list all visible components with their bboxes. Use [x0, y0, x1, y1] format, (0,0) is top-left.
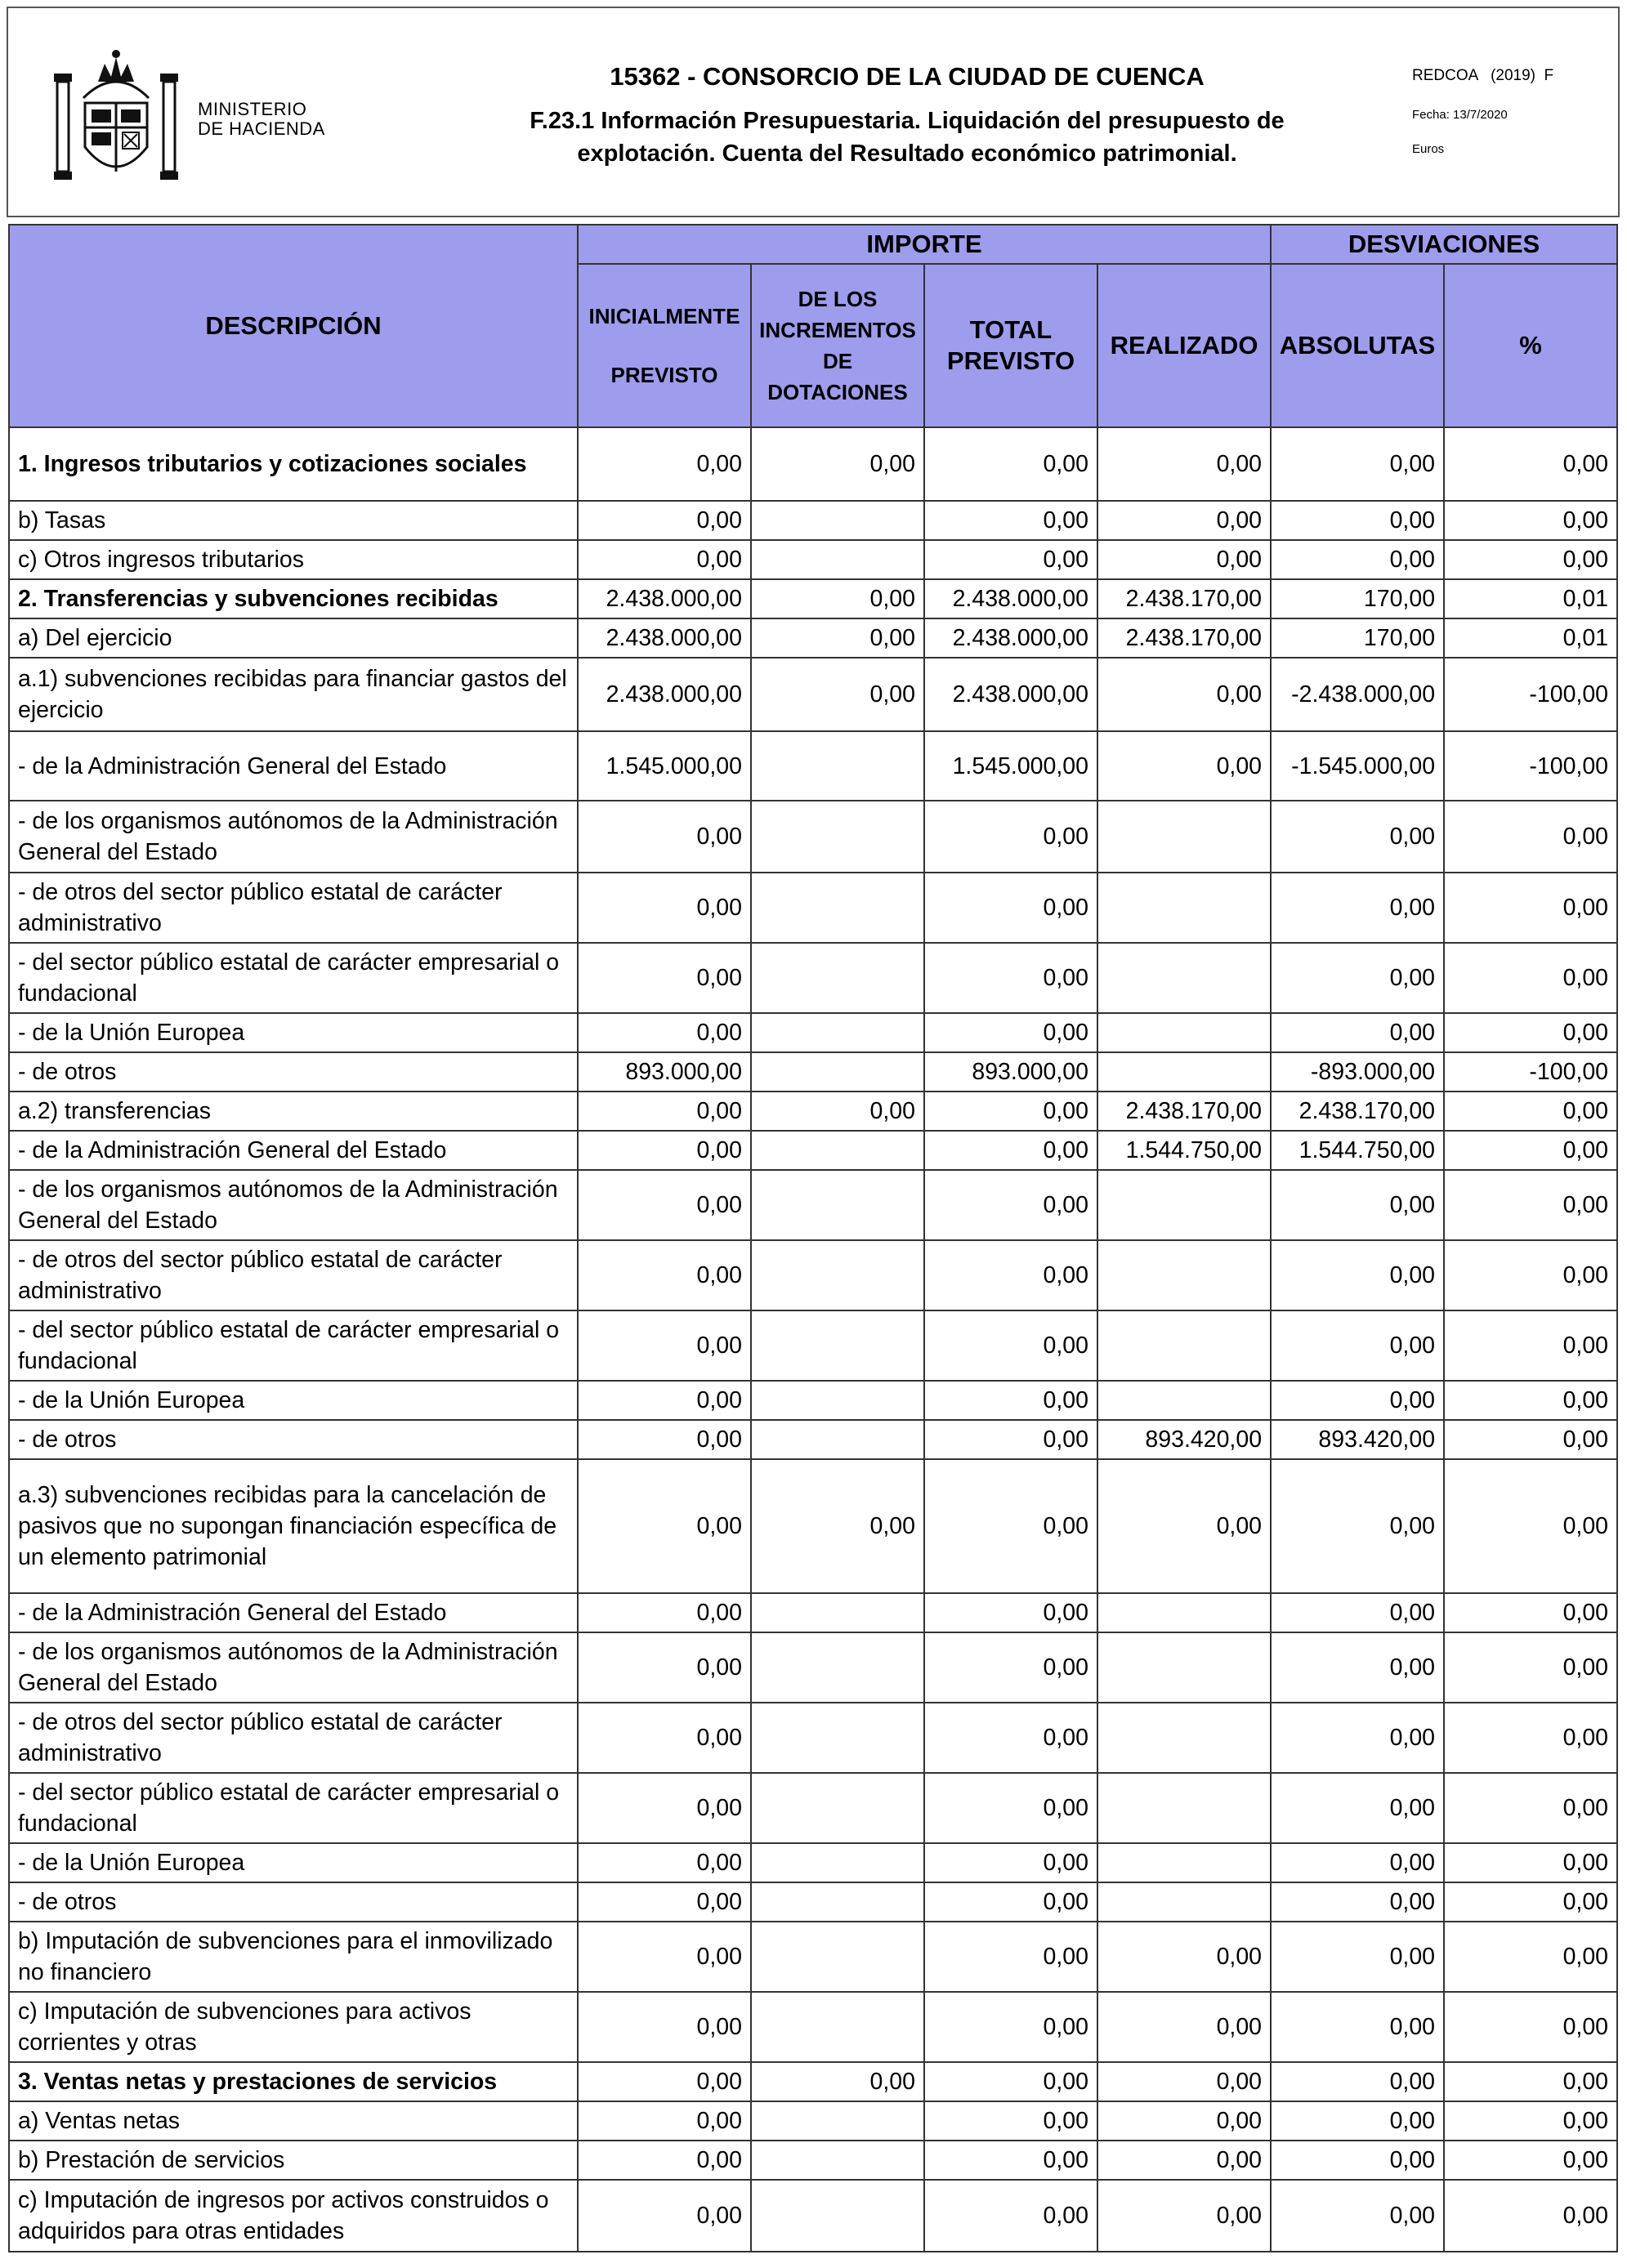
cell-realizado: 0,00 [1097, 731, 1271, 801]
table-row [9, 618, 1617, 658]
cell-incrementos-dotaciones [751, 1773, 924, 1843]
cell-inicialmente-previsto: 0,00 [578, 1131, 751, 1170]
cell-desviacion-porcentaje: 0,00 [1444, 1773, 1617, 1843]
cell-total-previsto: 0,00 [924, 1131, 1097, 1170]
cell-desviacion-porcentaje: 0,00 [1444, 943, 1617, 1013]
cell-total-previsto: 0,00 [924, 1381, 1097, 1420]
cell-incrementos-dotaciones [751, 1882, 924, 1922]
table-row [9, 943, 1617, 1013]
cell-incrementos-dotaciones: 0,00 [751, 1092, 924, 1131]
cell-desviacion-porcentaje: 0,00 [1444, 1013, 1617, 1052]
cell-descripcion: - del sector público estatal de carácter empresarial o fundacional [9, 1310, 578, 1381]
cell-total-previsto: 0,00 [924, 1843, 1097, 1882]
cell-incrementos-dotaciones [751, 1632, 924, 1703]
cell-descripcion: a) Ventas netas [9, 2101, 578, 2141]
cell-incrementos-dotaciones [751, 1703, 924, 1773]
cell-inicialmente-previsto: 0,00 [578, 1632, 751, 1703]
cell-desviacion-absoluta: 0,00 [1271, 873, 1444, 943]
cell-inicialmente-previsto: 2.438.000,00 [578, 658, 751, 731]
cell-desviacion-porcentaje: 0,00 [1444, 540, 1617, 579]
table-row [9, 1092, 1617, 1131]
cell-inicialmente-previsto: 0,00 [578, 1013, 751, 1052]
cell-realizado: 0,00 [1097, 1459, 1271, 1593]
cell-total-previsto: 0,00 [924, 2101, 1097, 2141]
cell-desviacion-absoluta: 1.544.750,00 [1271, 1131, 1444, 1170]
table-row [9, 1992, 1617, 2062]
cell-desviacion-porcentaje: 0,00 [1444, 1092, 1617, 1131]
cell-realizado [1097, 1882, 1271, 1922]
header-text: DE [822, 349, 853, 373]
cell-inicialmente-previsto: 0,00 [578, 1703, 751, 1773]
table-row [9, 1170, 1617, 1240]
cell-descripcion: c) Otros ingresos tributarios [9, 540, 578, 579]
cell-total-previsto: 2.438.000,00 [924, 658, 1097, 731]
cell-inicialmente-previsto: 0,00 [578, 501, 751, 540]
cell-descripcion: a.1) subvenciones recibidas para financiar gastos del ejercicio [9, 658, 578, 731]
cell-desviacion-absoluta: -2.438.000,00 [1271, 658, 1444, 731]
cell-desviacion-porcentaje: 0,01 [1444, 618, 1617, 658]
cell-desviacion-porcentaje: 0,00 [1444, 501, 1617, 540]
cell-desviacion-porcentaje: 0,01 [1444, 579, 1617, 618]
cell-total-previsto: 0,00 [924, 873, 1097, 943]
table-row [9, 427, 1617, 501]
table-row [9, 1882, 1617, 1922]
cell-total-previsto: 893.000,00 [924, 1052, 1097, 1092]
subtitle-line-1: F.23.1 Información Presupuestaria. Liquidación del presupuesto de [530, 108, 1285, 134]
table-row [9, 1131, 1617, 1170]
cell-desviacion-absoluta: 0,00 [1271, 1381, 1444, 1420]
cell-desviacion-porcentaje: 0,00 [1444, 2062, 1617, 2101]
cell-inicialmente-previsto: 0,00 [578, 540, 751, 579]
cell-incrementos-dotaciones [751, 873, 924, 943]
cell-realizado [1097, 1703, 1271, 1773]
cell-desviacion-porcentaje: 0,00 [1444, 1882, 1617, 1922]
cell-incrementos-dotaciones [751, 1170, 924, 1240]
cell-desviacion-porcentaje: 0,00 [1444, 1131, 1617, 1170]
cell-desviacion-porcentaje: 0,00 [1444, 1381, 1617, 1420]
cell-desviacion-porcentaje: 0,00 [1444, 2101, 1617, 2141]
cell-realizado [1097, 1052, 1271, 1092]
cell-inicialmente-previsto: 0,00 [578, 1170, 751, 1240]
cell-desviacion-absoluta: 893.420,00 [1271, 1420, 1444, 1459]
header-text: INICIALMENTE [588, 304, 740, 328]
subtitle-line-2: explotación. Cuenta del Resultado económico patrimonial. [577, 141, 1237, 167]
cell-desviacion-absoluta: 0,00 [1271, 1013, 1444, 1052]
table-row [9, 2141, 1617, 2180]
cell-descripcion: - de la Administración General del Estado [9, 731, 578, 801]
cell-incrementos-dotaciones: 0,00 [751, 579, 924, 618]
table-row [9, 1773, 1617, 1843]
cell-incrementos-dotaciones [751, 1843, 924, 1882]
cell-desviacion-porcentaje: -100,00 [1444, 1052, 1617, 1092]
cell-descripcion: - del sector público estatal de carácter empresarial o fundacional [9, 1773, 578, 1843]
cell-inicialmente-previsto: 0,00 [578, 1882, 751, 1922]
table-row [9, 1240, 1617, 1310]
group-header-importe: IMPORTE [578, 225, 1271, 264]
cell-incrementos-dotaciones [751, 1992, 924, 2062]
cell-total-previsto: 0,00 [924, 1922, 1097, 1992]
cell-total-previsto: 0,00 [924, 2141, 1097, 2180]
table-body [9, 427, 1617, 2252]
cell-total-previsto: 0,00 [924, 1703, 1097, 1773]
report-subtitle [449, 105, 1365, 170]
cell-desviacion-absoluta: 170,00 [1271, 579, 1444, 618]
cell-incrementos-dotaciones: 0,00 [751, 427, 924, 501]
cell-descripcion: - de otros [9, 1882, 578, 1922]
cell-desviacion-absoluta: 0,00 [1271, 1170, 1444, 1240]
cell-desviacion-absoluta: 170,00 [1271, 618, 1444, 658]
cell-desviacion-absoluta: -1.545.000,00 [1271, 731, 1444, 801]
cell-descripcion: - de otros [9, 1420, 578, 1459]
cell-realizado [1097, 1240, 1271, 1310]
column-header-incrementos-dotaciones [751, 264, 924, 427]
cell-realizado [1097, 1013, 1271, 1052]
table-row [9, 1632, 1617, 1703]
cell-desviacion-porcentaje: 0,00 [1444, 1310, 1617, 1381]
cell-realizado: 2.438.170,00 [1097, 1092, 1271, 1131]
cell-incrementos-dotaciones: 0,00 [751, 658, 924, 731]
cell-desviacion-absoluta: 0,00 [1271, 2180, 1444, 2252]
cell-descripcion: - de los organismos autónomos de la Administración General del Estado [9, 1170, 578, 1240]
cell-incrementos-dotaciones [751, 1922, 924, 1992]
cell-desviacion-absoluta: 0,00 [1271, 1773, 1444, 1843]
cell-incrementos-dotaciones: 0,00 [751, 2062, 924, 2101]
cell-descripcion: - de la Unión Europea [9, 1381, 578, 1420]
cell-total-previsto: 0,00 [924, 1013, 1097, 1052]
cell-inicialmente-previsto: 0,00 [578, 1310, 751, 1381]
cell-incrementos-dotaciones: 0,00 [751, 618, 924, 658]
cell-desviacion-porcentaje: 0,00 [1444, 1632, 1617, 1703]
cell-total-previsto: 0,00 [924, 1773, 1097, 1843]
cell-desviacion-absoluta: 0,00 [1271, 540, 1444, 579]
cell-descripcion: b) Tasas [9, 501, 578, 540]
cell-total-previsto: 0,00 [924, 2062, 1097, 2101]
cell-incrementos-dotaciones [751, 1052, 924, 1092]
cell-realizado [1097, 1310, 1271, 1381]
cell-realizado [1097, 1773, 1271, 1843]
cell-realizado: 0,00 [1097, 540, 1271, 579]
cell-inicialmente-previsto: 0,00 [578, 1843, 751, 1882]
cell-realizado: 0,00 [1097, 427, 1271, 501]
table-row [9, 801, 1617, 873]
cell-inicialmente-previsto: 0,00 [578, 427, 751, 501]
cell-realizado: 0,00 [1097, 2062, 1271, 2101]
cell-total-previsto: 0,00 [924, 427, 1097, 501]
table-row [9, 1013, 1617, 1052]
table-row [9, 1310, 1617, 1381]
table-row [9, 1922, 1617, 1992]
table-row [9, 1593, 1617, 1632]
cell-descripcion: 3. Ventas netas y prestaciones de servicios [9, 2062, 578, 2101]
cell-incrementos-dotaciones [751, 501, 924, 540]
cell-desviacion-absoluta: 0,00 [1271, 1459, 1444, 1593]
cell-total-previsto: 0,00 [924, 1310, 1097, 1381]
cell-realizado: 0,00 [1097, 2141, 1271, 2180]
cell-desviacion-absoluta: 0,00 [1271, 1703, 1444, 1773]
cell-realizado: 0,00 [1097, 658, 1271, 731]
table-row [9, 1843, 1617, 1882]
cell-realizado [1097, 1170, 1271, 1240]
report-code: REDCOA (2019) F [1412, 67, 1554, 84]
cell-descripcion: - de los organismos autónomos de la Administración General del Estado [9, 1632, 578, 1703]
cell-desviacion-absoluta: 0,00 [1271, 2101, 1444, 2141]
column-header-total-previsto [924, 264, 1097, 427]
header-text: PREVISTO [610, 363, 718, 387]
cell-realizado: 1.544.750,00 [1097, 1131, 1271, 1170]
cell-incrementos-dotaciones [751, 1381, 924, 1420]
cell-descripcion: a.3) subvenciones recibidas para la cancelación de pasivos que no supongan financiación específica de un elemento patrimonial [9, 1459, 578, 1593]
table-row [9, 2180, 1617, 2252]
cell-inicialmente-previsto: 2.438.000,00 [578, 618, 751, 658]
cell-incrementos-dotaciones [751, 2101, 924, 2141]
cell-desviacion-absoluta: 0,00 [1271, 1922, 1444, 1992]
cell-inicialmente-previsto: 0,00 [578, 2180, 751, 2252]
cell-desviacion-absoluta: 0,00 [1271, 427, 1444, 501]
cell-descripcion: c) Imputación de ingresos por activos construidos o adquiridos para otras entidades [9, 2180, 578, 2252]
cell-realizado: 0,00 [1097, 2180, 1271, 2252]
cell-descripcion: - de la Unión Europea [9, 1013, 578, 1052]
table-row [9, 1420, 1617, 1459]
cell-desviacion-porcentaje: 0,00 [1444, 1420, 1617, 1459]
cell-inicialmente-previsto: 0,00 [578, 1922, 751, 1992]
ministry-line-1: MINISTERIO [198, 99, 307, 119]
cell-inicialmente-previsto: 0,00 [578, 1992, 751, 2062]
table-row [9, 2062, 1617, 2101]
cell-inicialmente-previsto: 0,00 [578, 801, 751, 873]
cell-total-previsto: 0,00 [924, 1092, 1097, 1131]
cell-descripcion: - de otros del sector público estatal de carácter administrativo [9, 873, 578, 943]
cell-descripcion: - del sector público estatal de carácter empresarial o fundacional [9, 943, 578, 1013]
cell-inicialmente-previsto: 0,00 [578, 1381, 751, 1420]
report-header [7, 7, 1620, 217]
cell-realizado: 2.438.170,00 [1097, 579, 1271, 618]
cell-total-previsto: 2.438.000,00 [924, 618, 1097, 658]
cell-descripcion: - de los organismos autónomos de la Administración General del Estado [9, 801, 578, 873]
table-row [9, 1703, 1617, 1773]
cell-realizado [1097, 1843, 1271, 1882]
cell-realizado [1097, 801, 1271, 873]
cell-realizado: 0,00 [1097, 1992, 1271, 2062]
cell-desviacion-absoluta: 0,00 [1271, 1992, 1444, 2062]
table-row [9, 873, 1617, 943]
table-row [9, 1381, 1617, 1420]
cell-desviacion-absoluta: 0,00 [1271, 1593, 1444, 1632]
cell-descripcion: c) Imputación de subvenciones para activos corrientes y otras [9, 1992, 578, 2062]
cell-realizado [1097, 1381, 1271, 1420]
cell-incrementos-dotaciones [751, 1420, 924, 1459]
cell-desviacion-absoluta: 0,00 [1271, 1310, 1444, 1381]
cell-descripcion: b) Imputación de subvenciones para el inmovilizado no financiero [9, 1922, 578, 1992]
cell-descripcion: - de otros del sector público estatal de carácter administrativo [9, 1240, 578, 1310]
table-row [9, 579, 1617, 618]
cell-realizado [1097, 873, 1271, 943]
table-row [9, 1459, 1617, 1593]
cell-desviacion-absoluta: 0,00 [1271, 1843, 1444, 1882]
column-header-inicialmente-previsto [578, 264, 751, 427]
cell-desviacion-absoluta: 0,00 [1271, 2062, 1444, 2101]
cell-total-previsto: 0,00 [924, 1992, 1097, 2062]
cell-descripcion: - de otros del sector público estatal de carácter administrativo [9, 1703, 578, 1773]
cell-inicialmente-previsto: 2.438.000,00 [578, 579, 751, 618]
ministry-name [198, 100, 325, 139]
cell-incrementos-dotaciones [751, 1240, 924, 1310]
cell-inicialmente-previsto: 0,00 [578, 2101, 751, 2141]
cell-total-previsto: 0,00 [924, 1240, 1097, 1310]
cell-total-previsto: 0,00 [924, 540, 1097, 579]
cell-inicialmente-previsto: 0,00 [578, 1420, 751, 1459]
cell-descripcion: 2. Transferencias y subvenciones recibidas [9, 579, 578, 618]
header-text: DOTACIONES [767, 380, 908, 404]
cell-desviacion-absoluta: 0,00 [1271, 2141, 1444, 2180]
table-row [9, 1052, 1617, 1092]
cell-incrementos-dotaciones [751, 731, 924, 801]
table-row [9, 501, 1617, 540]
cell-descripcion: - de la Administración General del Estado [9, 1593, 578, 1632]
cell-realizado: 0,00 [1097, 501, 1271, 540]
cell-desviacion-porcentaje: 0,00 [1444, 427, 1617, 501]
cell-inicialmente-previsto: 0,00 [578, 873, 751, 943]
header-text: DE LOS [798, 287, 878, 311]
cell-total-previsto: 0,00 [924, 501, 1097, 540]
cell-desviacion-porcentaje: 0,00 [1444, 801, 1617, 873]
cell-total-previsto: 0,00 [924, 1420, 1097, 1459]
cell-realizado [1097, 943, 1271, 1013]
cell-desviacion-porcentaje: 0,00 [1444, 1170, 1617, 1240]
cell-desviacion-porcentaje: 0,00 [1444, 1459, 1617, 1593]
cell-descripcion: a) Del ejercicio [9, 618, 578, 658]
table-row [9, 2101, 1617, 2141]
cell-desviacion-absoluta: 0,00 [1271, 801, 1444, 873]
cell-total-previsto: 0,00 [924, 2180, 1097, 2252]
group-header-desviaciones: DESVIACIONES [1271, 225, 1617, 264]
cell-inicialmente-previsto: 0,00 [578, 2062, 751, 2101]
cell-desviacion-porcentaje: 0,00 [1444, 1992, 1617, 2062]
cell-realizado: 2.438.170,00 [1097, 618, 1271, 658]
coat-of-arms-logo [51, 49, 181, 186]
header-text: TOTAL [969, 315, 1053, 344]
cell-inicialmente-previsto: 0,00 [578, 1459, 751, 1593]
cell-inicialmente-previsto: 1.545.000,00 [578, 731, 751, 801]
cell-descripcion: a.2) transferencias [9, 1092, 578, 1131]
cell-realizado [1097, 1632, 1271, 1703]
cell-inicialmente-previsto: 0,00 [578, 2141, 751, 2180]
column-header-porcentaje: % [1444, 264, 1617, 427]
cell-total-previsto: 0,00 [924, 943, 1097, 1013]
cell-desviacion-porcentaje: 0,00 [1444, 2180, 1617, 2252]
table-row [9, 731, 1617, 801]
cell-total-previsto: 0,00 [924, 1593, 1097, 1632]
cell-total-previsto: 2.438.000,00 [924, 579, 1097, 618]
cell-desviacion-absoluta: 0,00 [1271, 1240, 1444, 1310]
column-header-descripcion: DESCRIPCIÓN [9, 225, 578, 427]
cell-incrementos-dotaciones [751, 1310, 924, 1381]
cell-descripcion: b) Prestación de servicios [9, 2141, 578, 2180]
cell-desviacion-porcentaje: 0,00 [1444, 1593, 1617, 1632]
cell-desviacion-porcentaje: 0,00 [1444, 1703, 1617, 1773]
header-text: INCREMENTOS [759, 318, 916, 342]
cell-realizado [1097, 1593, 1271, 1632]
report-date: Fecha: 13/7/2020 [1412, 108, 1508, 122]
column-header-absolutas: ABSOLUTAS [1271, 264, 1444, 427]
cell-inicialmente-previsto: 893.000,00 [578, 1052, 751, 1092]
cell-desviacion-absoluta: 0,00 [1271, 1882, 1444, 1922]
cell-inicialmente-previsto: 0,00 [578, 1240, 751, 1310]
cell-incrementos-dotaciones [751, 1013, 924, 1052]
table-header [9, 225, 1617, 427]
currency-label: Euros [1412, 142, 1445, 156]
cell-realizado: 0,00 [1097, 2101, 1271, 2141]
cell-inicialmente-previsto: 0,00 [578, 1593, 751, 1632]
cell-incrementos-dotaciones: 0,00 [751, 1459, 924, 1593]
cell-realizado: 0,00 [1097, 1922, 1271, 1992]
header-text: PREVISTO [946, 346, 1075, 375]
cell-desviacion-absoluta: 0,00 [1271, 943, 1444, 1013]
cell-incrementos-dotaciones [751, 801, 924, 873]
cell-descripcion: - de la Unión Europea [9, 1843, 578, 1882]
cell-total-previsto: 1.545.000,00 [924, 731, 1097, 801]
cell-inicialmente-previsto: 0,00 [578, 1092, 751, 1131]
cell-incrementos-dotaciones [751, 540, 924, 579]
cell-total-previsto: 0,00 [924, 1459, 1097, 1593]
cell-descripcion: - de otros [9, 1052, 578, 1092]
cell-descripcion: 1. Ingresos tributarios y cotizaciones sociales [9, 427, 578, 501]
column-header-realizado: REALIZADO [1097, 264, 1271, 427]
cell-total-previsto: 0,00 [924, 1632, 1097, 1703]
cell-desviacion-porcentaje: 0,00 [1444, 873, 1617, 943]
cell-desviacion-absoluta: 0,00 [1271, 1632, 1444, 1703]
cell-incrementos-dotaciones [751, 2180, 924, 2252]
cell-total-previsto: 0,00 [924, 801, 1097, 873]
report-title: 15362 - CONSORCIO DE LA CIUDAD DE CUENCA [610, 62, 1205, 91]
cell-inicialmente-previsto: 0,00 [578, 1773, 751, 1843]
table-row [9, 540, 1617, 579]
budget-table [8, 224, 1618, 2252]
cell-desviacion-porcentaje: 0,00 [1444, 1843, 1617, 1882]
cell-desviacion-porcentaje: -100,00 [1444, 731, 1617, 801]
cell-desviacion-porcentaje: 0,00 [1444, 1922, 1617, 1992]
cell-incrementos-dotaciones [751, 1593, 924, 1632]
cell-desviacion-porcentaje: 0,00 [1444, 1240, 1617, 1310]
cell-incrementos-dotaciones [751, 943, 924, 1013]
cell-total-previsto: 0,00 [924, 1882, 1097, 1922]
cell-realizado: 893.420,00 [1097, 1420, 1271, 1459]
cell-desviacion-porcentaje: -100,00 [1444, 658, 1617, 731]
cell-incrementos-dotaciones [751, 1131, 924, 1170]
ministry-line-2: DE HACIENDA [198, 118, 325, 139]
cell-desviacion-absoluta: 0,00 [1271, 501, 1444, 540]
cell-descripcion: - de la Administración General del Estado [9, 1131, 578, 1170]
cell-incrementos-dotaciones [751, 2141, 924, 2180]
table-row [9, 658, 1617, 731]
cell-inicialmente-previsto: 0,00 [578, 943, 751, 1013]
cell-desviacion-porcentaje: 0,00 [1444, 2141, 1617, 2180]
cell-desviacion-absoluta: -893.000,00 [1271, 1052, 1444, 1092]
cell-total-previsto: 0,00 [924, 1170, 1097, 1240]
cell-desviacion-absoluta: 2.438.170,00 [1271, 1092, 1444, 1131]
